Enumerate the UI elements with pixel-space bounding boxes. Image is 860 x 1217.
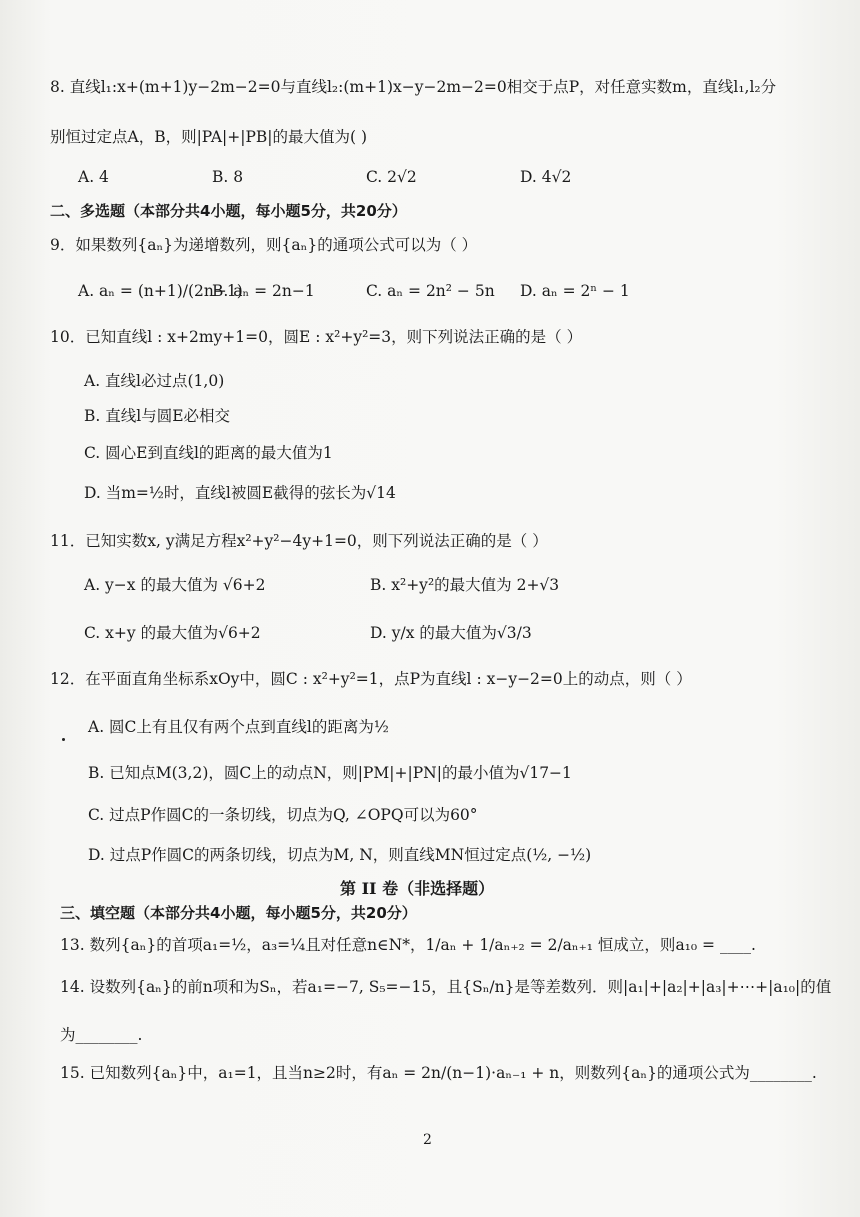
q11-option-b: B. x²+y²的最大值为 2+√3 bbox=[370, 576, 560, 594]
q10-stem: 10．已知直线l : x+2my+1=0，圆E : x²+y²=3，则下列说法正确的是（ ） bbox=[50, 328, 583, 346]
q8-line1: 8. 直线l₁:x+(m+1)y−2m−2=0与直线l₂:(m+1)x−y−2m−2=0相交于点P，对任意实数m，直线l₁,l₂分 bbox=[50, 78, 777, 96]
q10-option-a: A. 直线l必过点(1,0) bbox=[84, 372, 225, 390]
q9-option-b: B. aₙ = 2n−1 bbox=[212, 282, 315, 300]
q10-option-b: B. 直线l与圆E必相交 bbox=[84, 407, 231, 425]
page-number: 2 bbox=[423, 1132, 432, 1148]
q9-stem: 9．如果数列{aₙ}为递增数列，则{aₙ}的通项公式可以为（ ） bbox=[50, 236, 478, 254]
q10-option-c: C. 圆心E到直线l的距离的最大值为1 bbox=[84, 444, 333, 462]
q8-line2: 别恒过定点A，B，则|PA|+|PB|的最大值为( ) bbox=[50, 128, 368, 146]
q8-option-d: D. 4√2 bbox=[520, 168, 572, 186]
q13-text: 13. 数列{aₙ}的首项a₁=½，a₃=¼且对任意n∈N*，1/aₙ + 1/aₙ₊₂ = 2/aₙ₊₁ 恒成立，则a₁₀ = ____. bbox=[60, 936, 756, 954]
q14-line1: 14. 设数列{aₙ}的前n项和为Sₙ，若a₁=−7, S₅=−15，且{Sₙ/n}是等差数列．则|a₁|+|a₂|+|a₃|+⋯+|a₁₀|的值 bbox=[60, 978, 832, 996]
q12-option-c: C. 过点P作圆C的一条切线，切点为Q, ∠OPQ可以为60° bbox=[88, 806, 478, 824]
q12-option-d: D. 过点P作圆C的两条切线，切点为M, N，则直线MN恒过定点(½, −½) bbox=[88, 846, 592, 864]
q9-option-c: C. aₙ = 2n² − 5n bbox=[366, 282, 495, 300]
q14-line2: 为________. bbox=[60, 1026, 143, 1044]
q12-option-a: A. 圆C上有且仅有两个点到直线l的距离为½ bbox=[88, 718, 389, 736]
section-fill-in-heading: 三、填空题（本部分共4小题，每小题5分，共20分） bbox=[60, 904, 417, 922]
q8-option-c: C. 2√2 bbox=[366, 168, 417, 186]
q11-stem: 11．已知实数x, y满足方程x²+y²−4y+1=0，则下列说法正确的是（ ） bbox=[50, 532, 548, 550]
q8-option-a: A. 4 bbox=[78, 168, 109, 186]
q15-text: 15. 已知数列{aₙ}中，a₁=1，且当n≥2时，有aₙ = 2n/(n−1)·aₙ₋₁ + n，则数列{aₙ}的通项公式为________. bbox=[60, 1064, 817, 1082]
q11-option-c: C. x+y 的最大值为√6+2 bbox=[84, 624, 261, 642]
q11-option-d: D. y/x 的最大值为√3/3 bbox=[370, 624, 532, 642]
section-multiple-choice-heading: 二、多选题（本部分共4小题，每小题5分，共20分） bbox=[50, 202, 407, 220]
stray-dot bbox=[62, 738, 65, 741]
q10-option-d: D. 当m=½时，直线l被圆E截得的弦长为√14 bbox=[84, 484, 396, 502]
q12-option-b: B. 已知点M(3,2)，圆C上的动点N，则|PM|+|PN|的最小值为√17−1 bbox=[88, 764, 572, 782]
q8-option-b: B. 8 bbox=[212, 168, 244, 186]
q9-option-d: D. aₙ = 2ⁿ − 1 bbox=[520, 282, 630, 300]
q12-stem: 12．在平面直角坐标系xOy中，圆C : x²+y²=1，点P为直线l : x−y−2=0上的动点，则（ ） bbox=[50, 670, 692, 688]
part-ii-title: 第 II 卷（非选择题） bbox=[340, 879, 495, 898]
q11-option-a: A. y−x 的最大值为 √6+2 bbox=[84, 576, 266, 594]
q9-option-a: A. aₙ = (n+1)/(2n−1) bbox=[78, 282, 243, 300]
